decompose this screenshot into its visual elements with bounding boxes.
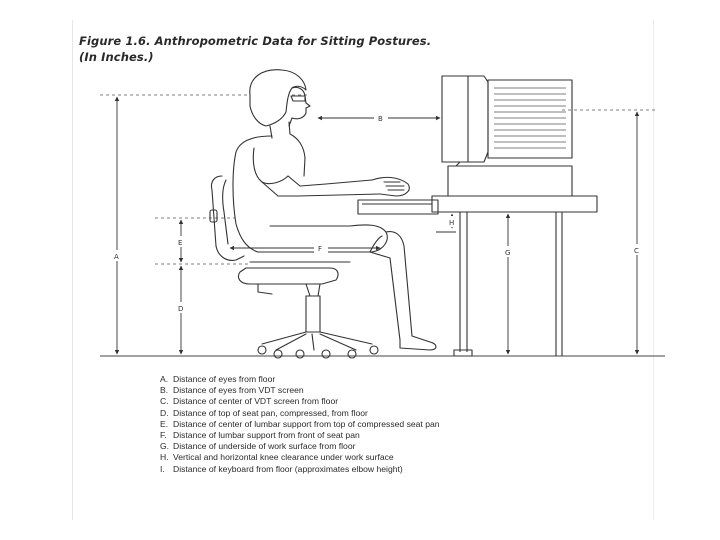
label-f: F (318, 245, 323, 253)
dimension-lines (117, 97, 637, 354)
legend-item: G. Distance of underside of work surface from floor (160, 441, 356, 452)
office-chair (210, 176, 378, 358)
label-c: C (634, 247, 639, 255)
legend-item: C. Distance of center of VDT screen from floor (160, 396, 339, 407)
figure-subtitle: (In Inches.) (79, 50, 154, 64)
legend-item: F. Distance of lumbar support from front of seat pan (160, 430, 360, 441)
seated-person (233, 70, 436, 350)
legend-item: D. Distance of top of seat pan, compressed, from floor (160, 407, 368, 418)
label-g: G (505, 249, 511, 257)
label-h: H (449, 219, 455, 227)
label-d: D (178, 305, 184, 313)
legend-item: E. Distance of center of lumbar support from top of compressed seat pan (160, 418, 440, 429)
legend-item: A. Distance of eyes from floor (160, 374, 276, 384)
label-e: E (178, 239, 183, 247)
work-desk (358, 166, 597, 356)
label-a: A (114, 253, 119, 261)
label-b: B (378, 115, 383, 123)
legend-item: I. Distance of keyboard from floor (approximates elbow height) (160, 463, 403, 474)
legend-item: B. Distance of eyes from VDT screen (160, 385, 304, 396)
legend-item: H. Vertical and horizontal knee clearance under work surface (160, 452, 394, 463)
vdt-monitor (442, 76, 572, 166)
dimension-legend (160, 374, 440, 475)
figure-title: Figure 1.6. Anthropometric Data for Sitting Postures. (79, 34, 432, 48)
